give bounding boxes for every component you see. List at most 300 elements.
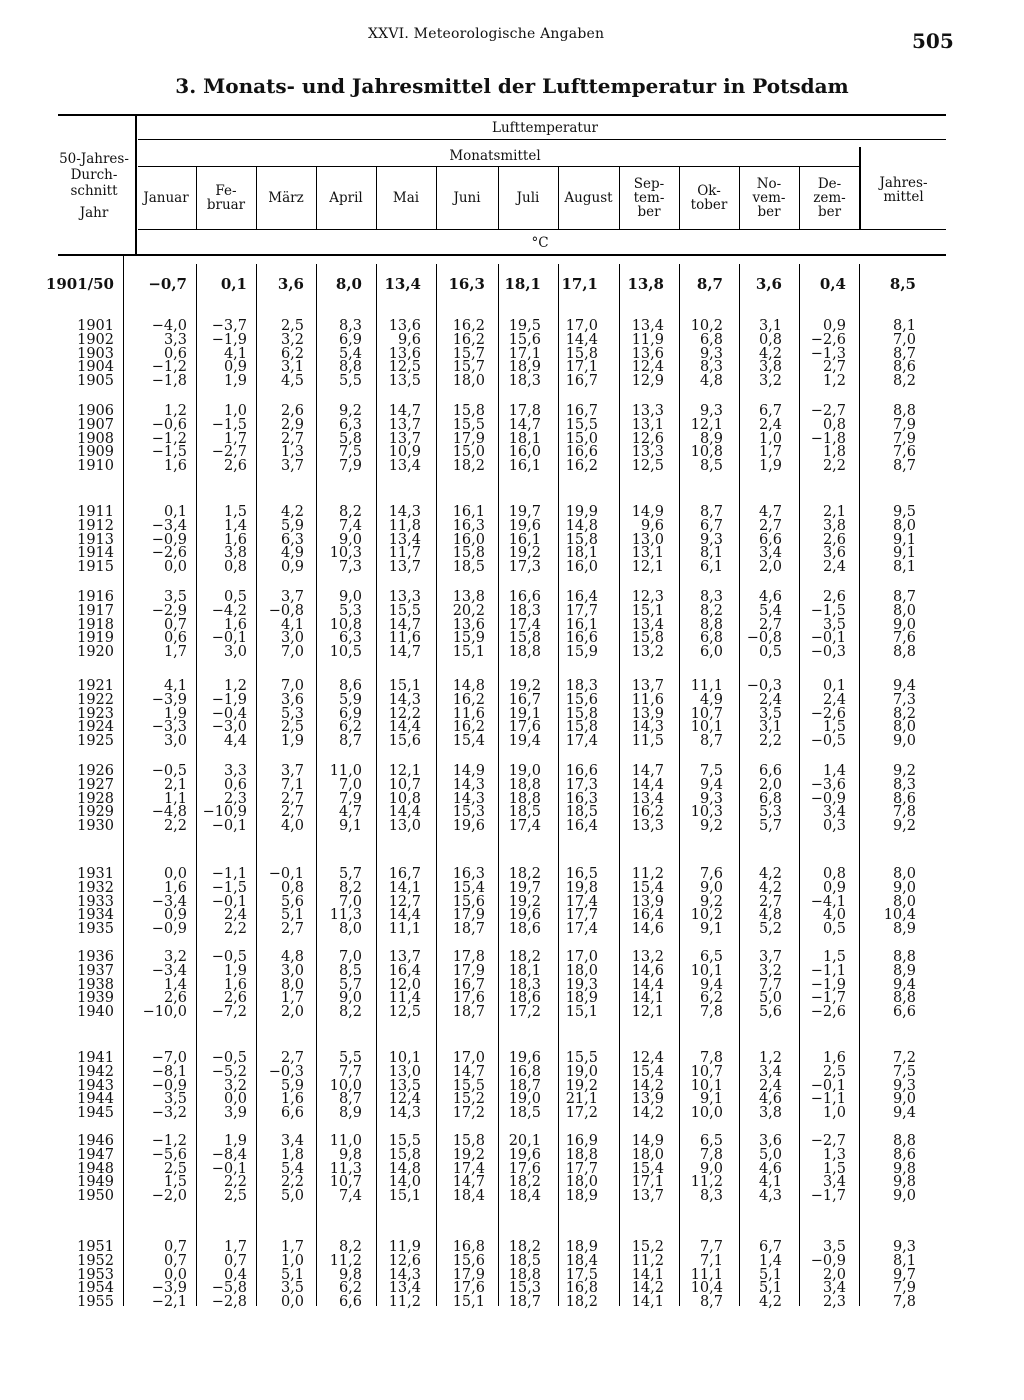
cell-month-value: 0,9	[280, 559, 304, 576]
cell-month-value: −4,1	[810, 893, 846, 910]
cell-jahresmittel: 8,1	[892, 1252, 916, 1269]
table-row	[0, 1148, 1024, 1162]
cell-month-value: 18,0	[631, 1146, 664, 1163]
cell-month-value: 21,1	[565, 1091, 598, 1108]
cell-month-value: 0,7	[163, 1239, 187, 1255]
cell-month-value: 18,5	[508, 804, 541, 821]
month-header-line: ber	[817, 204, 842, 220]
cell-month-value: 17,6	[508, 719, 541, 736]
cell-month-value: 16,7	[388, 866, 421, 882]
cell-month-value: 17,8	[452, 949, 485, 965]
cell-month-value: −1,3	[810, 345, 846, 362]
cell-month-value: 6,7	[758, 403, 782, 419]
cell-month-value: 8,3	[699, 1188, 723, 1205]
cell-month-value: 2,7	[280, 921, 304, 938]
cell-month-value: 1,2	[758, 1050, 782, 1066]
cell-month-value: 4,5	[280, 373, 304, 390]
cell-month-value: 16,3	[452, 866, 485, 882]
cell-jahresmittel: 7,9	[892, 1280, 916, 1297]
row-year: 1933	[77, 893, 114, 910]
cell-jahresmittel: 6,6	[892, 1004, 916, 1021]
cell-month-value: 7,1	[280, 776, 304, 793]
cell-month-value: 3,0	[280, 962, 304, 979]
cell-month-value: 15,4	[631, 879, 664, 896]
row-year: 1919	[77, 630, 114, 647]
cell-month-value: 10,4	[690, 1280, 723, 1297]
cell-month-value: 11,4	[388, 990, 421, 1007]
cell-month-value: 0,1	[822, 678, 846, 694]
cell-month-value: 12,4	[388, 1091, 421, 1108]
cell-month-value: 16,4	[565, 818, 598, 835]
cell-month-value: 5,9	[338, 691, 362, 708]
month-header	[498, 191, 558, 205]
cell-month-value: 15,0	[565, 430, 598, 447]
cell-month-value: 2,6	[223, 990, 247, 1007]
table-row	[0, 319, 1024, 333]
cell-month-value: 19,6	[508, 1050, 541, 1066]
cell-month-value: 13,7	[388, 416, 421, 433]
cell-jahresmittel: 9,2	[892, 818, 916, 835]
cell-month-value: 16,6	[565, 444, 598, 461]
cell-month-value: 1,6	[163, 458, 187, 475]
cell-jahresmittel: 7,6	[892, 630, 916, 647]
cell-month-value: 1,9	[223, 373, 247, 390]
cell-month-value: −1,9	[211, 691, 247, 708]
cell-month-value: −1,2	[151, 1133, 187, 1149]
cell-month-value: 0,8	[280, 879, 304, 896]
cell-month-value: 2,6	[163, 990, 187, 1007]
table-row	[0, 922, 1024, 936]
cell-month-value: 10,8	[329, 616, 362, 633]
month-header	[799, 177, 860, 219]
cell-month-value: 1,0	[280, 1252, 304, 1269]
cell-month-value: 11,1	[690, 678, 723, 694]
cell-month-value: 18,0	[452, 373, 485, 390]
cell-month-value: 18,2	[508, 1239, 541, 1255]
cell-month-value: 3,7	[280, 763, 304, 779]
cell-month-value: 18,8	[565, 1146, 598, 1163]
cell-month-value: 3,7	[758, 949, 782, 965]
cell-month-value: 8,8	[338, 359, 362, 376]
cell-month-value: 1,1	[163, 790, 187, 807]
cell-month-value: 15,5	[452, 416, 485, 433]
cell-month-value: −0,3	[810, 644, 846, 661]
cell-month-value: 6,7	[699, 517, 723, 534]
cell-month-value: −0,1	[211, 893, 247, 910]
cell-month-value: 10,3	[329, 545, 362, 562]
row-year: 1953	[77, 1266, 114, 1283]
cell-month-value: 14,3	[388, 1266, 421, 1283]
cell-month-value: 14,4	[631, 976, 664, 993]
row-year: 1941	[77, 1050, 114, 1066]
cell-month-value: 15,8	[508, 630, 541, 647]
row-year: 1902	[77, 331, 114, 348]
cell-month-value: 16,8	[565, 1280, 598, 1297]
row-year: 1932	[77, 879, 114, 896]
cell-month-value: 18,7	[508, 1294, 541, 1311]
cell-month-value: 11,9	[388, 1239, 421, 1255]
cell-jahresmittel: 8,8	[892, 403, 916, 419]
row-year: 1901/50	[45, 275, 114, 293]
cell-month-value: 7,0	[280, 644, 304, 661]
cell-month-value: 19,0	[508, 1091, 541, 1108]
table-row	[0, 1295, 1024, 1309]
cell-month-value: 0,7	[163, 616, 187, 633]
cell-month-value: −10,9	[202, 804, 247, 821]
cell-month-value: 11,5	[631, 733, 664, 750]
cell-month-value: 15,8	[565, 719, 598, 736]
row-year: 1948	[77, 1160, 114, 1177]
cell-month-value: 18,2	[508, 1174, 541, 1191]
cell-month-value: 3,6	[280, 691, 304, 708]
cell-month-value: 13,0	[631, 531, 664, 548]
cell-month-value: 15,5	[565, 1050, 598, 1066]
cell-month-value: 10,0	[329, 1077, 362, 1094]
cell-month-value: 18,9	[508, 359, 541, 376]
cell-jahresmittel: 8,9	[892, 921, 916, 938]
cell-month-value: 2,6	[822, 589, 846, 605]
cell-month-value: 13,6	[452, 616, 485, 633]
cell-month-value: 15,6	[565, 691, 598, 708]
cell-month-value: 15,5	[388, 1133, 421, 1149]
cell-month-value: 14,4	[631, 776, 664, 793]
row-year: 1922	[77, 691, 114, 708]
cell-month-value: 5,2	[758, 921, 782, 938]
cell-month-value: 8,2	[338, 1004, 362, 1021]
cell-month-value: 18,8	[508, 1266, 541, 1283]
cell-month-value: 0,5	[758, 644, 782, 661]
cell-month-value: 5,4	[280, 1160, 304, 1177]
cell-month-value: 0,0	[223, 1091, 247, 1108]
cell-month-value: 16,2	[631, 804, 664, 821]
row-year: 1917	[77, 602, 114, 619]
cell-month-value: 17,1	[561, 275, 598, 293]
cell-month-value: 3,4	[758, 1063, 782, 1080]
table-row	[0, 459, 1024, 473]
cell-month-value: −0,9	[151, 1077, 187, 1094]
cell-month-value: 13,3	[631, 818, 664, 835]
cell-month-value: 11,2	[631, 866, 664, 882]
cell-month-value: 13,4	[388, 458, 421, 475]
cell-month-value: 16,1	[452, 504, 485, 520]
cell-month-value: 7,0	[280, 678, 304, 694]
cell-month-value: 9,6	[397, 331, 421, 348]
cell-month-value: 1,9	[223, 1133, 247, 1149]
row-year: 1901	[77, 318, 114, 334]
cell-month-value: −1,2	[151, 359, 187, 376]
table-row	[0, 764, 1024, 778]
cell-month-value: 5,3	[280, 705, 304, 722]
table-row	[0, 374, 1024, 388]
cell-jahresmittel: 8,0	[892, 719, 916, 736]
cell-month-value: 12,9	[631, 373, 664, 390]
cell-month-value: 17,9	[452, 962, 485, 979]
cell-month-value: 1,4	[163, 976, 187, 993]
cell-month-value: 14,9	[452, 763, 485, 779]
cell-month-value: 9,3	[699, 403, 723, 419]
cell-month-value: 15,8	[452, 1133, 485, 1149]
cell-month-value: 19,6	[508, 517, 541, 534]
cell-month-value: −7,2	[211, 1004, 247, 1021]
cell-month-value: 8,2	[338, 1239, 362, 1255]
cell-month-value: 14,1	[631, 1266, 664, 1283]
cell-month-value: 11,3	[329, 1160, 362, 1177]
cell-jahresmittel: 9,5	[892, 504, 916, 520]
cell-jahresmittel: 8,0	[892, 517, 916, 534]
cell-month-value: 18,4	[508, 1188, 541, 1205]
row-year: 1926	[77, 763, 114, 779]
cell-month-value: 2,3	[822, 1294, 846, 1311]
cell-month-value: 2,2	[822, 458, 846, 475]
cell-month-value: 14,7	[388, 616, 421, 633]
cell-month-value: 2,5	[163, 1160, 187, 1177]
cell-month-value: 8,9	[699, 430, 723, 447]
cell-month-value: 10,3	[690, 804, 723, 821]
cell-month-value: 2,7	[758, 616, 782, 633]
cell-month-value: 15,6	[452, 1252, 485, 1269]
cell-month-value: 7,7	[338, 1063, 362, 1080]
cell-month-value: 9,1	[699, 921, 723, 938]
cell-month-value: −3,0	[211, 719, 247, 736]
cell-month-value: 17,4	[508, 818, 541, 835]
month-header-line: No-	[756, 176, 782, 192]
cell-month-value: 5,6	[280, 893, 304, 910]
cell-month-value: 4,6	[758, 1091, 782, 1108]
month-header-line: August	[564, 190, 613, 206]
cell-month-value: 3,1	[758, 719, 782, 736]
cell-month-value: 3,4	[280, 1133, 304, 1149]
cell-month-value: 5,1	[758, 1266, 782, 1283]
cell-month-value: 18,4	[565, 1252, 598, 1269]
cell-month-value: 17,0	[565, 949, 598, 965]
cell-month-value: 2,4	[758, 1077, 782, 1094]
cell-month-value: 16,8	[508, 1063, 541, 1080]
cell-month-value: −0,4	[211, 705, 247, 722]
cell-month-value: 3,6	[758, 1133, 782, 1149]
cell-month-value: 8,2	[338, 504, 362, 520]
cell-month-value: 5,3	[758, 804, 782, 821]
cell-month-value: −0,1	[810, 1077, 846, 1094]
row-year: 1908	[77, 430, 114, 447]
cell-month-value: 9,0	[338, 589, 362, 605]
row-year: 1930	[77, 818, 114, 835]
cell-month-value: −3,9	[151, 691, 187, 708]
cell-month-value: 6,6	[338, 1294, 362, 1311]
cell-month-value: 5,5	[338, 373, 362, 390]
cell-month-value: 13,4	[631, 790, 664, 807]
cell-month-value: 3,4	[822, 804, 846, 821]
cell-month-value: 8,0	[280, 976, 304, 993]
cell-month-value: −8,4	[211, 1146, 247, 1163]
table-row	[0, 964, 1024, 978]
cell-month-value: 1,7	[758, 444, 782, 461]
cell-month-value: 2,5	[280, 719, 304, 736]
cell-month-value: 3,7	[280, 458, 304, 475]
cell-month-value: 14,7	[508, 416, 541, 433]
cell-month-value: 7,7	[758, 976, 782, 993]
cell-month-value: −2,7	[211, 444, 247, 461]
cell-jahresmittel: 9,8	[892, 1174, 916, 1191]
row-year: 1955	[77, 1294, 114, 1311]
cell-month-value: −2,6	[810, 1004, 846, 1021]
cell-month-value: 18,5	[565, 804, 598, 821]
cell-month-value: 15,0	[452, 444, 485, 461]
cell-month-value: −0,8	[746, 630, 782, 647]
cell-month-value: 19,2	[565, 1077, 598, 1094]
cell-month-value: 16,2	[452, 719, 485, 736]
cell-month-value: 13,8	[627, 275, 664, 293]
cell-month-value: 2,0	[758, 559, 782, 576]
cell-month-value: 13,5	[388, 373, 421, 390]
cell-month-value: 12,6	[388, 1252, 421, 1269]
cell-month-value: 19,6	[508, 1146, 541, 1163]
cell-month-value: 1,0	[758, 430, 782, 447]
jahresmittel-header	[866, 176, 941, 204]
cell-month-value: 0,0	[163, 866, 187, 882]
cell-month-value: 12,0	[388, 976, 421, 993]
cell-month-value: 12,4	[631, 359, 664, 376]
cell-month-value: 18,9	[565, 1188, 598, 1205]
cell-month-value: 13,6	[388, 318, 421, 334]
cell-month-value: 1,0	[822, 1105, 846, 1122]
table-row	[0, 1254, 1024, 1268]
cell-month-value: −8,1	[151, 1063, 187, 1080]
rule-months	[138, 229, 946, 230]
table-row	[0, 505, 1024, 519]
stub-header-line: 50-Jahres-	[59, 151, 129, 167]
cell-month-value: 15,9	[565, 644, 598, 661]
cell-month-value: 3,5	[822, 616, 846, 633]
row-year: 1915	[77, 559, 114, 576]
cell-month-value: 4,4	[223, 733, 247, 750]
cell-month-value: 16,6	[508, 589, 541, 605]
row-year: 1910	[77, 458, 114, 475]
cell-month-value: 16,0	[508, 444, 541, 461]
cell-month-value: 5,4	[758, 602, 782, 619]
cell-month-value: 10,1	[690, 1077, 723, 1094]
cell-jahresmittel: 9,0	[892, 879, 916, 896]
cell-month-value: 19,6	[508, 907, 541, 924]
cell-jahresmittel: 9,0	[892, 616, 916, 633]
cell-month-value: 3,2	[163, 949, 187, 965]
stub-header-line: schnitt	[70, 183, 118, 199]
cell-month-value: 6,8	[758, 790, 782, 807]
cell-month-value: −0,1	[810, 630, 846, 647]
table-row	[0, 1065, 1024, 1079]
cell-month-value: 1,4	[822, 763, 846, 779]
cell-month-value: −2,0	[151, 1188, 187, 1205]
cell-month-value: 0,9	[822, 879, 846, 896]
cell-month-value: 4,1	[758, 1174, 782, 1191]
cell-month-value: 12,7	[388, 893, 421, 910]
cell-month-value: 12,5	[631, 458, 664, 475]
cell-jahresmittel: 9,4	[892, 678, 916, 694]
cell-jahresmittel: 8,6	[892, 1146, 916, 1163]
cell-month-value: −2,1	[151, 1294, 187, 1311]
cell-jahresmittel: 8,0	[892, 602, 916, 619]
cell-month-value: 0,5	[223, 589, 247, 605]
month-header	[619, 177, 679, 219]
cell-month-value: 11,0	[329, 763, 362, 779]
cell-month-value: 2,2	[163, 818, 187, 835]
cell-month-value: 3,1	[758, 318, 782, 334]
cell-jahresmittel: 8,7	[892, 589, 916, 605]
row-year: 1942	[77, 1063, 114, 1080]
cell-month-value: 15,2	[452, 1091, 485, 1108]
cell-month-value: 14,7	[388, 403, 421, 419]
cell-month-value: 18,3	[565, 678, 598, 694]
cell-month-value: −2,7	[810, 1133, 846, 1149]
cell-month-value: 4,6	[758, 1160, 782, 1177]
cell-month-value: 14,3	[452, 776, 485, 793]
month-header-line: De-	[817, 176, 842, 192]
cell-month-value: 2,7	[280, 804, 304, 821]
cell-month-value: 3,7	[280, 589, 304, 605]
jahresmittel-header-line: mittel	[883, 189, 924, 205]
cell-month-value: 13,0	[388, 818, 421, 835]
cell-month-value: 20,2	[452, 602, 485, 619]
month-header-line: tem-	[633, 190, 665, 206]
cell-month-value: 12,1	[388, 763, 421, 779]
cell-month-value: 18,8	[508, 776, 541, 793]
jahresmittel-header-line: Jahres-	[879, 175, 928, 191]
cell-month-value: 14,2	[631, 1105, 664, 1122]
cell-month-value: 12,5	[388, 1004, 421, 1021]
row-year: 1947	[77, 1146, 114, 1163]
row-year: 1935	[77, 921, 114, 938]
cell-month-value: 1,6	[163, 879, 187, 896]
cell-jahresmittel: 8,2	[892, 705, 916, 722]
rule-top	[58, 114, 946, 116]
cell-month-value: 15,8	[452, 403, 485, 419]
cell-month-value: 2,2	[758, 733, 782, 750]
cell-month-value: 6,2	[699, 990, 723, 1007]
cell-month-value: 13,6	[388, 345, 421, 362]
cell-month-value: 1,4	[223, 517, 247, 534]
cell-month-value: 16,3	[565, 790, 598, 807]
cell-month-value: 6,6	[758, 531, 782, 548]
cell-month-value: 15,4	[452, 879, 485, 896]
cell-month-value: 2,2	[223, 921, 247, 938]
cell-month-value: 3,8	[758, 1105, 782, 1122]
row-year: 1924	[77, 719, 114, 736]
cell-month-value: 1,6	[280, 1091, 304, 1108]
cell-month-value: 14,7	[388, 644, 421, 661]
cell-month-value: −0,5	[211, 1050, 247, 1066]
cell-month-value: 19,0	[508, 763, 541, 779]
cell-month-value: 7,0	[338, 776, 362, 793]
cell-month-value: 12,5	[388, 359, 421, 376]
cell-month-value: −2,6	[151, 545, 187, 562]
cell-month-value: 13,4	[384, 275, 421, 293]
cell-month-value: 16,6	[565, 763, 598, 779]
cell-month-value: 15,5	[452, 1077, 485, 1094]
cell-month-value: −5,8	[211, 1280, 247, 1297]
cell-month-value: 4,8	[280, 949, 304, 965]
cell-month-value: 10,7	[329, 1174, 362, 1191]
cell-month-value: 8,5	[338, 962, 362, 979]
cell-month-value: 3,1	[280, 359, 304, 376]
cell-month-value: 9,0	[338, 531, 362, 548]
cell-month-value: 0,0	[163, 1266, 187, 1283]
cell-jahresmittel: 8,8	[892, 644, 916, 661]
cell-jahresmittel: 8,5	[889, 275, 916, 293]
cell-month-value: 11,1	[690, 1266, 723, 1283]
cell-month-value: 13,4	[631, 616, 664, 633]
cell-month-value: 6,2	[338, 719, 362, 736]
cell-month-value: 13,8	[452, 589, 485, 605]
cell-month-value: 7,6	[699, 866, 723, 882]
